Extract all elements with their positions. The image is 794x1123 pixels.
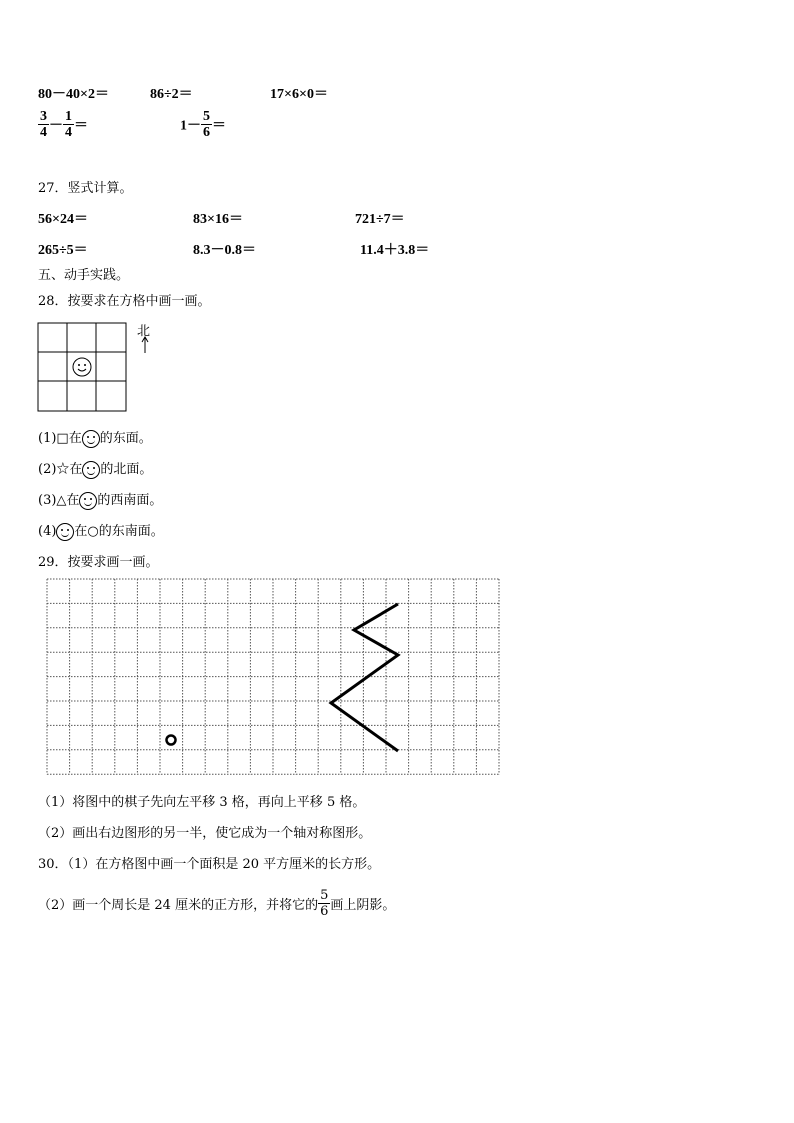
q29-title: 29．按要求画一画。 [38, 555, 159, 570]
chess-piece-icon [167, 736, 176, 745]
zigzag-half-shape [331, 604, 398, 751]
q28-item-3: (3)△在 的西南面。 [38, 493, 163, 508]
smiley-face-icon [56, 523, 74, 541]
q29-step-2: （2）画出右边图形的另一半，使它成为一个轴对称图形。 [38, 826, 372, 841]
fraction-5-6: $\frac{5}{6}$ [203, 109, 210, 140]
expr-1: 80－40×2＝ [38, 87, 109, 102]
q29-step-1: （1）将图中的棋子先向左平移 3 格，再向上平移 5 格。 [38, 795, 366, 810]
q30-step-1: 30．（1）在方格图中画一个面积是 20 平方厘米的长方形。 [38, 857, 381, 872]
expr-2: 86÷2＝ [150, 87, 193, 102]
smiley-face-icon [73, 358, 91, 376]
q28-item-4: (4) 在○的东南面。 [38, 524, 164, 539]
section-heading: 五、动手实践。 [38, 268, 130, 283]
smiley-face-icon [82, 461, 100, 479]
fraction-5-6: $\frac{5}{6}$ [320, 888, 329, 919]
fraction-expr-2: 1－ $\frac{5}{6}$ ＝ [180, 109, 226, 140]
north-label: 北 [137, 324, 151, 339]
q27-expr-3: 721÷7＝ [355, 212, 405, 227]
q30-step-2: （2）画一个周长是 24 厘米的正方形，并将它的 $\frac{5}{6}$ 画上阴影。 [38, 888, 396, 919]
q27-expr-2: 83×16＝ [193, 212, 243, 227]
q28-item-1: (1)□在 的东面。 [38, 431, 152, 446]
north-arrow-icon [140, 336, 150, 354]
fraction-expr-1: $\frac{3}{4}$ － $\frac{1}{4}$ ＝ [40, 109, 88, 140]
q27-expr-6: 11.4＋3.8＝ [360, 243, 430, 258]
expr-3: 17×6×0＝ [270, 87, 328, 102]
fraction-3-4: $\frac{3}{4}$ [40, 109, 47, 140]
q27-title: 27．竖式计算。 [38, 181, 133, 196]
q27-expr-4: 265÷5＝ [38, 243, 88, 258]
smiley-face-icon [82, 430, 100, 448]
q28-item-2: (2)☆在 的北面。 [38, 462, 153, 477]
q28-title: 28．按要求在方格中画一画。 [38, 294, 211, 309]
dotted-grid-figure [46, 578, 502, 776]
smiley-face-icon [79, 492, 97, 510]
q27-expr-5: 8.3－0.8＝ [193, 243, 256, 258]
direction-grid [37, 322, 129, 414]
fraction-1-4: $\frac{1}{4}$ [65, 109, 72, 140]
q27-expr-1: 56×24＝ [38, 212, 88, 227]
